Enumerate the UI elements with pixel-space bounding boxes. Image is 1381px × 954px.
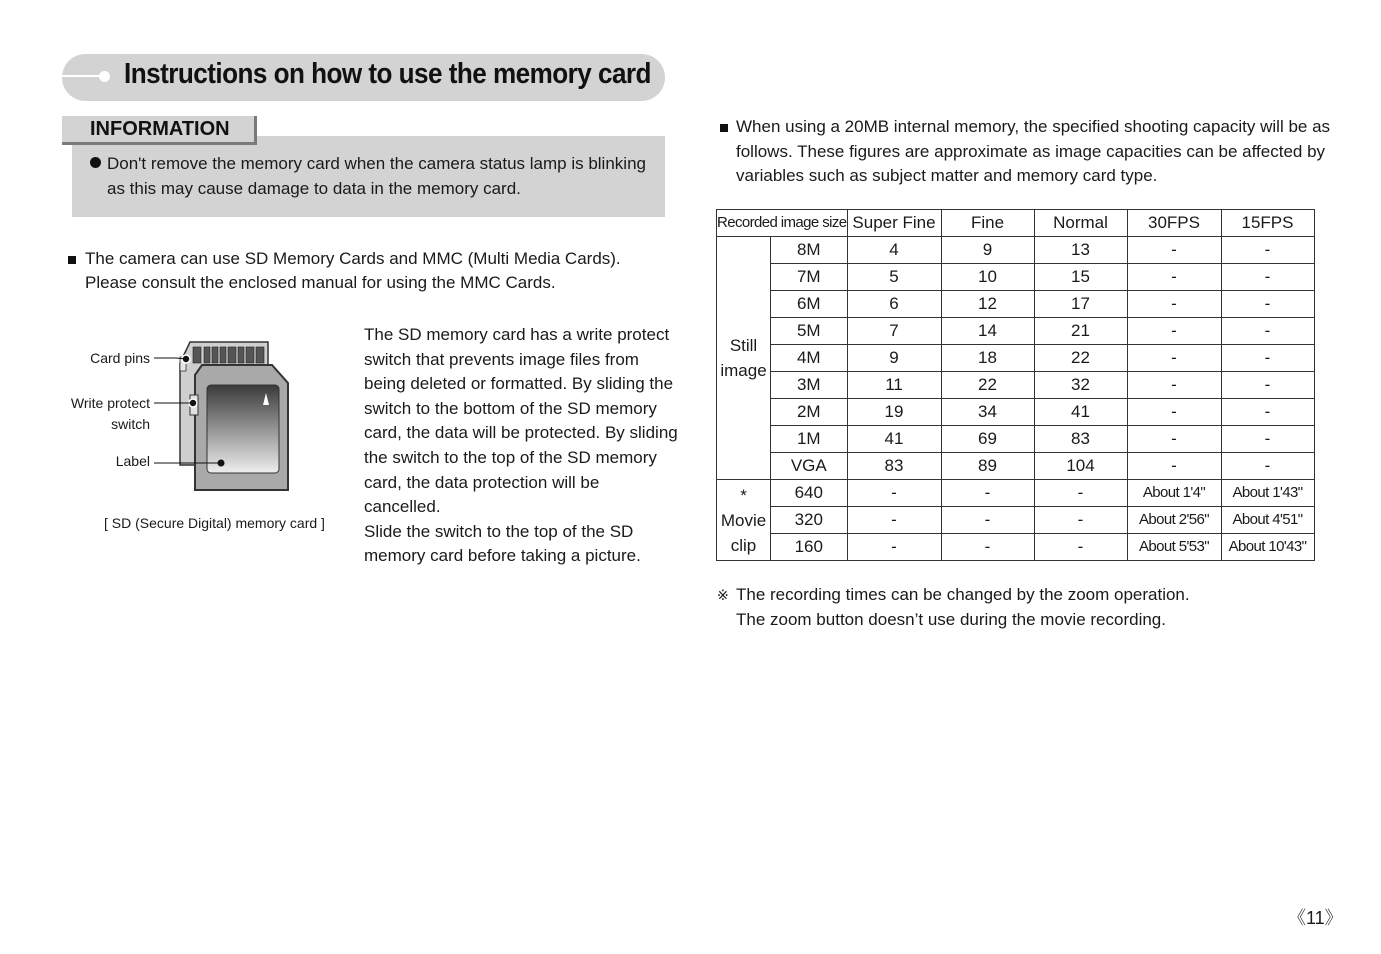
table-cell: - (941, 507, 1034, 534)
square-bullet-icon (720, 124, 728, 132)
table-cell: - (1127, 237, 1221, 264)
table-cell: 15 (1034, 264, 1127, 291)
table-cell: - (1221, 318, 1314, 345)
square-bullet-icon (68, 256, 76, 264)
write-protect-label-2: switch (111, 416, 150, 432)
diagram-caption: [ SD (Secure Digital) memory card ] (104, 515, 325, 531)
label-label: Label (115, 453, 150, 469)
table-cell: VGA (771, 453, 847, 480)
table-row (717, 264, 1315, 291)
table-row (717, 480, 1315, 507)
wp-line: switch that prevents image files from (364, 349, 639, 369)
table-cell: 320 (771, 507, 847, 534)
still-label-line: Still (729, 336, 758, 355)
im-line: variables such as subject matter and memory card type. (736, 166, 1158, 186)
sd-intro-line-2: Please consult the enclosed manual for using the MMC Cards. (85, 273, 556, 292)
movie-clip-group-label (717, 480, 771, 561)
table-header-cell: 30FPS (1127, 210, 1221, 237)
wp-line: switch to the bottom of the SD memory (364, 398, 657, 418)
movie-label-line: Movie (720, 510, 767, 530)
table-row (717, 399, 1315, 426)
table-cell: 41 (847, 426, 941, 453)
table-cell: - (1127, 345, 1221, 372)
table-cell: 12 (941, 291, 1034, 318)
wp-line: memory card before taking a picture. (364, 546, 641, 566)
table-cell: 69 (941, 426, 1034, 453)
table-cell: - (1127, 399, 1221, 426)
table-cell: 21 (1034, 318, 1127, 345)
table-cell: About 1'43" (1221, 480, 1314, 507)
table-header-cell: Fine (941, 210, 1034, 237)
table-cell: 4M (771, 345, 847, 372)
table-cell: 34 (941, 399, 1034, 426)
table-cell: 7M (771, 264, 847, 291)
movie-label-line: clip (730, 535, 757, 555)
table-header-cell: Normal (1034, 210, 1127, 237)
table-cell: 17 (1034, 291, 1127, 318)
table-cell: - (1221, 426, 1314, 453)
table-cell: - (1221, 399, 1314, 426)
page-title: Instructions on how to use the memory card (124, 58, 651, 90)
table-cell: 32 (1034, 372, 1127, 399)
table-cell: 11 (847, 372, 941, 399)
table-row (717, 507, 1315, 534)
table-row (717, 345, 1315, 372)
table-cell: - (1221, 237, 1314, 264)
table-row (717, 318, 1315, 345)
table-cell: 1M (771, 426, 847, 453)
table-row (717, 237, 1315, 264)
sd-intro-line-1: The camera can use SD Memory Cards and MMC (Multi Media Cards). (85, 249, 621, 268)
table-cell: - (1221, 345, 1314, 372)
table-cell: - (1034, 507, 1127, 534)
table-cell: 83 (1034, 426, 1127, 453)
diagram-leader-lines (150, 350, 230, 470)
wp-line: cancelled. (364, 497, 441, 517)
bullet-icon (90, 157, 101, 168)
write-protect-label: Write protect (70, 395, 150, 411)
table-cell: 10 (941, 264, 1034, 291)
table-cell: 160 (771, 534, 847, 561)
table-cell: - (1127, 264, 1221, 291)
table-cell: 18 (941, 345, 1034, 372)
still-image-group-label (717, 237, 771, 480)
information-text: Don't remove the memory card when the camera status lamp is blinking as this may cause damage to data in the memory card. (107, 154, 646, 198)
wp-line: The SD memory card has a write protect (364, 325, 670, 344)
table-cell: 22 (1034, 345, 1127, 372)
table-row (717, 372, 1315, 399)
wp-line: the switch to the top of the SD memory (364, 447, 657, 467)
table-cell: About 1'4" (1127, 480, 1221, 507)
table-cell: 13 (1034, 237, 1127, 264)
table-cell: About 2'56" (1127, 507, 1221, 534)
table-cell: - (1127, 372, 1221, 399)
table-cell: 22 (941, 372, 1034, 399)
table-cell: - (1221, 372, 1314, 399)
table-cell: - (941, 480, 1034, 507)
wp-line: card, the data will be protected. By sliding (364, 423, 678, 443)
table-row (717, 291, 1315, 318)
title-decoration-dot (99, 71, 110, 82)
table-cell: About 5'53" (1127, 534, 1221, 561)
table-cell: - (1034, 534, 1127, 561)
table-header-cell: 15FPS (1221, 210, 1314, 237)
table-header-row (717, 210, 1315, 237)
table-cell: - (1127, 291, 1221, 318)
title-decoration-line (62, 75, 104, 77)
table-cell: - (847, 534, 941, 561)
table-cell: 3M (771, 372, 847, 399)
table-cell: - (1127, 426, 1221, 453)
table-cell: 9 (941, 237, 1034, 264)
wp-line: being deleted or formatted. By sliding the (364, 374, 674, 394)
capacity-table (716, 209, 1315, 561)
wp-line: Slide the switch to the top of the SD (364, 521, 634, 541)
table-cell: 89 (941, 453, 1034, 480)
table-cell: 6M (771, 291, 847, 318)
write-protect-paragraph (364, 323, 678, 569)
table-cell: 5 (847, 264, 941, 291)
table-cell: - (847, 480, 941, 507)
note-line: The recording times can be changed by the zoom operation. (736, 585, 1190, 604)
table-cell: 19 (847, 399, 941, 426)
card-pins-label: Card pins (90, 350, 150, 366)
page-number: 《11》 (1288, 908, 1343, 928)
table-cell: 8M (771, 237, 847, 264)
table-cell: About 4'51" (1221, 507, 1314, 534)
table-cell: 9 (847, 345, 941, 372)
table-cell: - (1221, 291, 1314, 318)
table-cell: - (847, 507, 941, 534)
table-cell: About 10'43" (1221, 534, 1314, 561)
table-cell: 83 (847, 453, 941, 480)
movie-label-line: * (740, 485, 747, 505)
table-cell: 4 (847, 237, 941, 264)
table-cell: 5M (771, 318, 847, 345)
table-cell: 14 (941, 318, 1034, 345)
table-cell: - (1221, 264, 1314, 291)
table-cell: 41 (1034, 399, 1127, 426)
wp-line: card, the data protection will be (364, 472, 600, 492)
table-cell: 640 (771, 480, 847, 507)
im-line: follows. These figures are approximate as image capacities can be affected by (736, 141, 1326, 161)
table-cell: - (1034, 480, 1127, 507)
table-cell: 7 (847, 318, 941, 345)
internal-memory-paragraph (736, 115, 1330, 189)
still-label-line: image (720, 361, 767, 380)
table-row (717, 426, 1315, 453)
table-cell: - (941, 534, 1034, 561)
table-cell: 6 (847, 291, 941, 318)
reference-mark-icon: ※ (717, 587, 729, 603)
table-cell: 2M (771, 399, 847, 426)
note-paragraph (736, 583, 1190, 632)
table-header-cell: Recorded image size (717, 210, 848, 237)
table-cell: - (1127, 318, 1221, 345)
information-label: INFORMATION (90, 118, 230, 140)
table-row (717, 453, 1315, 480)
note-line: The zoom button doesn’t use during the movie recording. (736, 609, 1166, 629)
table-cell: 104 (1034, 453, 1127, 480)
im-line: When using a 20MB internal memory, the specified shooting capacity will be as (736, 117, 1331, 136)
table-cell: - (1127, 453, 1221, 480)
table-row (717, 534, 1315, 561)
table-cell: - (1221, 453, 1314, 480)
table-header-cell: Super Fine (847, 210, 941, 237)
